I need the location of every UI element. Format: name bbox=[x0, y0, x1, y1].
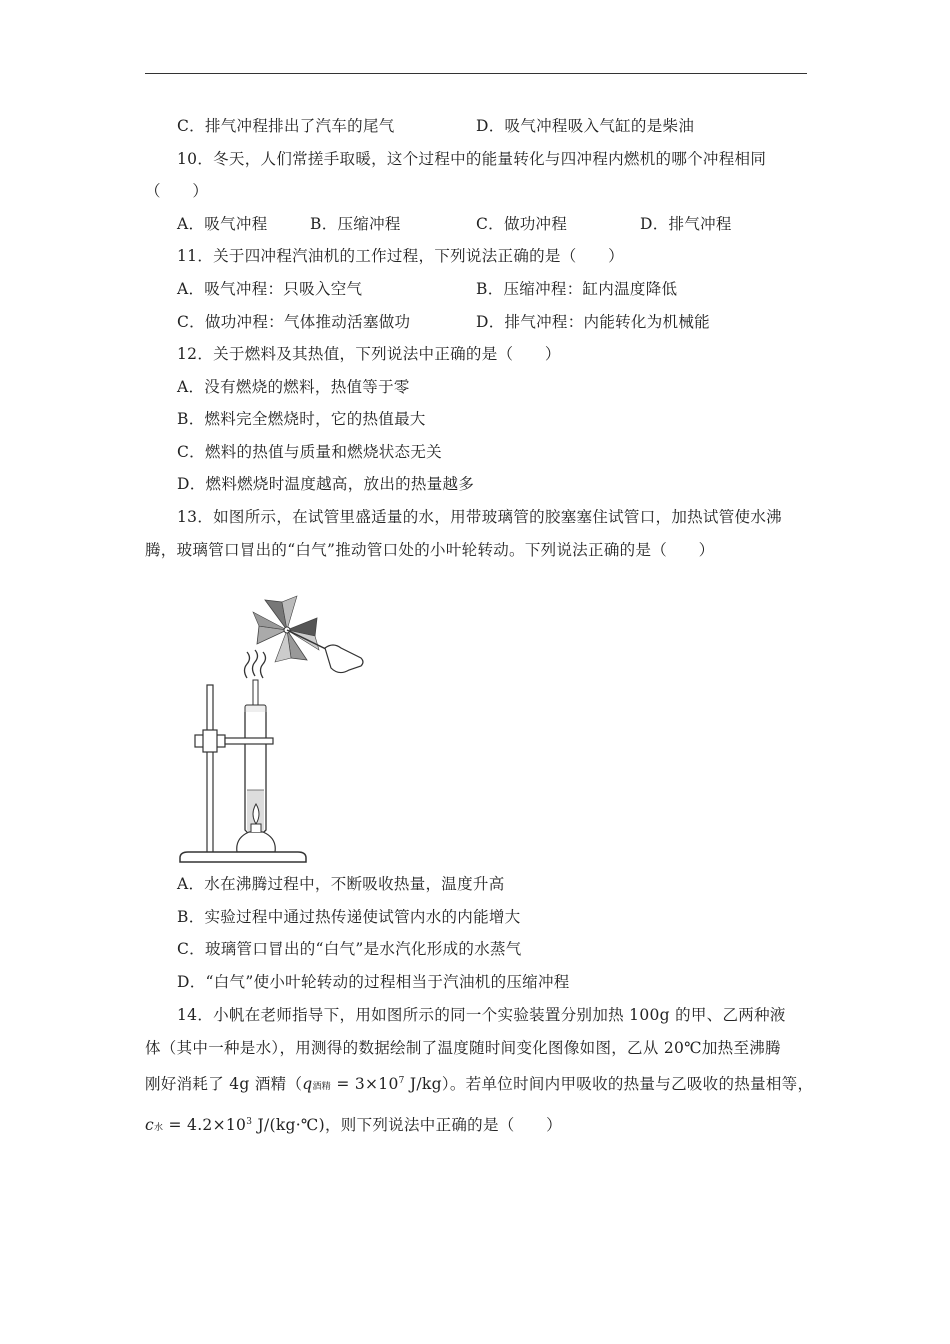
q-unit: J/kg bbox=[404, 1075, 442, 1094]
hand-icon bbox=[325, 645, 363, 673]
c-symbol: c bbox=[145, 1116, 154, 1135]
q9-option-d: D．吸气冲程吸入气缸的是柴油 bbox=[476, 117, 695, 135]
q13-stem: 13．如图所示，在试管里盛适量的水，用带玻璃管的胶塞塞住试管口，加热试管使水沸 bbox=[177, 508, 782, 526]
c-exponent: 3 bbox=[246, 1117, 253, 1127]
q13-option-c: C．玻璃管口冒出的“白气”是水汽化形成的水蒸气 bbox=[177, 940, 522, 958]
q10-option-c: C．做功冲程 bbox=[476, 215, 568, 233]
c-equals: = 4.2×10 bbox=[163, 1116, 247, 1135]
q-symbol: q bbox=[302, 1075, 313, 1094]
q10-option-d: D．排气冲程 bbox=[640, 215, 732, 233]
q11-stem: 11．关于四冲程汽油机的工作过程，下列说法正确的是（ ） bbox=[177, 247, 624, 265]
q12-option-d: D．燃料燃烧时温度越高，放出的热量越多 bbox=[177, 475, 475, 493]
q14-line3-pre: 刚好消耗了 4g 酒精（ bbox=[145, 1075, 303, 1094]
q12-option-b: B．燃料完全燃烧时，它的热值最大 bbox=[177, 410, 426, 428]
q13-option-a: A．水在沸腾过程中，不断吸收热量，温度升高 bbox=[177, 875, 505, 893]
q11-option-d: D．排气冲程：内能转化为机械能 bbox=[476, 313, 710, 331]
q10-stem-bracket: （ ） bbox=[145, 182, 209, 200]
q14-stem-line3 bbox=[145, 1071, 813, 1097]
c-unit: J/(kg·℃) bbox=[252, 1116, 325, 1135]
q11-option-c: C．做功冲程：气体推动活塞做功 bbox=[177, 313, 411, 331]
q10-stem: 10．冬天，人们常搓手取暖，这个过程中的能量转化与四冲程内燃机的哪个冲程相同 bbox=[177, 150, 767, 168]
q14-stem-line2: 体（其中一种是水），用测得的数据绘制了温度随时间变化图像如图，乙从 20℃加热至沸腾 bbox=[145, 1039, 781, 1057]
c-subscript: 水 bbox=[153, 1123, 164, 1134]
q14-stem-line4 bbox=[145, 1112, 562, 1138]
q14-line3-post: ）。若单位时间内甲吸收的热量与乙吸收的热量相等， bbox=[441, 1075, 814, 1094]
q12-option-a: A．没有燃烧的燃料，热值等于零 bbox=[177, 378, 410, 396]
q10-option-a: A．吸气冲程 bbox=[177, 215, 268, 233]
q14-stem: 14．小帆在老师指导下，用如图所示的同一个实验装置分别加热 100g 的甲、乙两种液 bbox=[177, 1006, 786, 1024]
q9-option-c: C．排气冲程排出了汽车的尾气 bbox=[177, 117, 395, 135]
q13-option-b: B．实验过程中通过热传递使试管内水的内能增大 bbox=[177, 908, 521, 926]
steam-icon bbox=[245, 650, 266, 678]
q10-option-b: B．压缩冲程 bbox=[310, 215, 401, 233]
q-exponent: 7 bbox=[398, 1076, 405, 1086]
q12-stem: 12．关于燃料及其热值，下列说法中正确的是（ ） bbox=[177, 345, 561, 363]
header-rule bbox=[145, 73, 807, 74]
q13-option-d: D．“白气”使小叶轮转动的过程相当于汽油机的压缩冲程 bbox=[177, 973, 570, 991]
q14-line4-post: ，则下列说法中正确的是（ ） bbox=[324, 1116, 562, 1135]
q11-option-a: A．吸气冲程：只吸入空气 bbox=[177, 280, 363, 298]
pinwheel-icon bbox=[253, 596, 332, 662]
q-subscript: 酒精 bbox=[312, 1082, 332, 1093]
alcohol-lamp-icon bbox=[237, 832, 276, 852]
q12-option-c: C．燃料的热值与质量和燃烧状态无关 bbox=[177, 443, 442, 461]
q13-stem-cont: 腾，玻璃管口冒出的“白气”推动管口处的小叶轮转动。下列说法正确的是（ ） bbox=[145, 541, 715, 559]
experiment-figure bbox=[175, 590, 375, 865]
q-equals: = 3×10 bbox=[331, 1075, 399, 1094]
q11-option-b: B．压缩冲程：缸内温度降低 bbox=[476, 280, 678, 298]
